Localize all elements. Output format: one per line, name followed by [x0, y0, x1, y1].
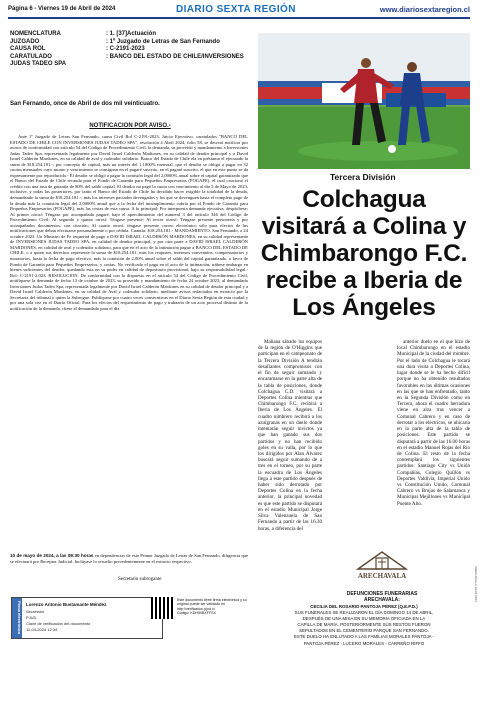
article-column-3	[397, 339, 470, 507]
hearing-text: en dependencias de este Primer Juzgado de Letras de San Fernando, diligencia que se efectuará por Receptor Judicial. Inclúyase lo resuelto precedentemente en el extracto respectivo.	[10, 553, 248, 564]
meta-row: CAUSA ROL : C-2191-2023	[10, 46, 145, 53]
article-text: anterior duelo en el que hizo de local Chimbarongo en el estadio Municipal de la ciudad del mimbre. Por el lado de Colchagua le tocará una dura visita a Deportes Colina, lugar donde se le ha hecho difícil porque no ha obtenido resultados favorables en las últimas ocasiones en las que se han enfrentado, tanto en la Segunda División como en Tercera, ahora el cuadro herradura viene en alza tras vencer a Comunal Cabrero y en caso de derrotar a los eléctricos, se ubicaría en la parte alta de la tabla de posiciones. Este partido se disputará a partir de las 16.00 horas en el estadio Manuel Rojas del Río de Colina. El resto de la fecha contemplará los siguientes partidos: Santiago City vs Unión Compañías, Colegio Quillón vs Deportes Valdivia, Imperial Unido vs Constitución Unido, Comunal Cabrero vs Brujas de Salamanca y Municipal Mejillones vs Municipal Puente Alto.	[397, 339, 470, 507]
signature-tag: Firma electrónica	[12, 598, 22, 638]
notice-hearing	[10, 553, 248, 564]
qr-code-icon	[151, 597, 173, 619]
page-label: Página 6 - Viernes 19 de Abril de 2024	[8, 6, 116, 12]
notice-title: NOTIFICACION POR AVISO.-	[89, 123, 171, 129]
signer-name: Lorenzo Antonio Bustamante Méndez	[26, 602, 107, 607]
qr-caption	[177, 598, 249, 615]
funeral-line: DESPUÉS DE UNA MISA EN SU MEMORIA OFICIADA EN LA	[302, 616, 426, 622]
electronic-signature-box	[11, 597, 163, 639]
verify-line: Clave de verificación del documento	[26, 621, 91, 626]
funeral-heading: DEFUNCIONES FUNERARIAS ARECHAVALA:	[346, 591, 418, 603]
funeral-line: PANTOJA PÉREZ - LUCERO MORALES - CARREÑO RIFFO	[303, 640, 425, 646]
notice-text: Ante 1º Juzgado de Letras San Fernando, causa Civil Rol C-2191-2023, Juicio Ejecutivo, caratulados "BANCO DEL ESTADO DE CHILE CON INVERSIONES JUDAS TADEO SPA", resolución 4 Abril 2024, folio 58, se decretó notificar por avisos de conformidad con artículo 54 del Código de Procedimiento Civil, la demanda, su proveído y mandamiento a Inversiones Judas Tadeo Spa, representada legalmente por David Israel Calderón Madiones, en su calidad de deudor principal y a David Israel Calderón Mardones, en su calidad de aval y codeudor solidario. Banco del Estado de Chile ela en préstamo el ejecutado la suma de $18.254.181.-, por concepto de capital, más un interés del 1,1000% mensual, que el deudor se obligó a pagar en 32 cuotas mensuales cuyo monto y vencimiento se consignan en el pagaré suscrito, en el pagaré suscrito, el que en este punto se da expresamente por reproducido.- El deudor se obligó a pagar la comisión legal del 2,0000% anual sobre el capital garantizado que el Banco del Estado de Chile recauda para el Fondo de Garantía para Pequeños Empresarios (FOGAPE), el cual caucionó el crédito con una tasa de garantía de 80% del saldo capital. El deudor no pagó la cuota con vencimiento al día 5 de Mayo de 2023, inclusive, y todas las posteriores, por tanto el Banco del Estado de Chile ha decidido hacer exigible la totalidad de la deuda, demandando la suma de $18.254.181.-, más los intereses pactados devengados y los que se devenguen hasta el completo pago de la deuda más la comisión legal del 2,0000% anual que a la fecha del incumplimiento cubría por el Fondo de Garantía para Pequeños Empresarios (FOGAPE), más las costas de esta causa. A lo principal: Por interpuesta demanda ejecutiva, despáchese; Al primer otrosí: Téngase por acompañado pagaré, bajo el apercibimiento del numeral 3 del artículo 346 del Código de Procedimiento Civil; Al segundo y quinto otrosí: Téngase presente; Al tercer otrosí: Téngase presente personería y por acompañados documentos, con citación; Al cuarto otrosí: téngase presente correo electrónico sólo para efectos de las notificaciones que deban efectuarse personalmente o por cédula. Cuantía: $18.254.181.- MANDAMIENTO. San Fernando, a 24 octubre 2023. Un Ministro de Fe requerirá de pago a DAVID ISRAEL CALDERÓN MARDONES, en su calidad representante de INVERSIONES JUDAS TADEO SPA, en calidad de deudor principal, y por otra parte a DAVID ISRAEL CALDERÓN MARDONES, en calidad de aval y codeudor solidario, para que en el acto de la intimación pague a BANCO DEL ESTADO DE CHILE, o a quien sus derechos represente la suma de $18.254.181, más los reajustes, intereses convenidos, compensatorios y moratorios, hasta la fecha de pago efectivo, más la comisión de 2,00% anual sobre el saldo del capital garantizado, a favor de Fondo de Garantía para Pequeños Empresarios, y costas. No verificado el pago en el acto de la intimación, trábese embargo en bienes suficientes del deudor, quedando esta en su poder en calidad de depositario provisional, bajo su responsabilidad legal.- Rol: C-2191-2.023. RESOLUCION. De conformidad con lo dispuesto en el artículo 54 del Código de Procedimiento Civil, notifíquese la demanda de fecha 13 de octubre de 2023, su proveído y mandamiento de fecha 24 octubre 2023, al demandado Inversiones Judas Tadeo Spa, representada legalmente por David Israel Calderón Mardones en su calidad de deudor principal y a David Israel Calderón Mardones, en su calidad de Aval y codeudor solidario, mediante avisos redactados en extracto por la Secretaria del tribunal o quien la Subrogue. Publíquese por cuatro veces consecutivas en el Diario Sexta Región de esta ciudad y por una sola vez en el Diario Oficial. Para los efectos del requerimiento de pago y trabazón de un acto procesal distinto de la notificación de la demanda, cítese al demandado para el día	[10, 134, 248, 311]
funeral-line: SUS FUNERALES SE REALIZARON EL DÍA DOMINGO 14 DE ABRIL,	[294, 610, 434, 616]
funeral-notice	[258, 604, 470, 647]
article-column-1	[258, 339, 322, 532]
qr-text: Este documento tiene firma electrónica y su original puede ser validado en http://verificadoc.pjud.cl	[177, 598, 247, 611]
deceased-name: CECILIA DEL ROSARIO PANTOJA PÉREZ (Q.E.P.D.)	[310, 604, 418, 609]
article-headline: Colchagua visitará a Colina y Chimbarongo F.C. recibe a Iberia de Los Ángeles	[260, 186, 468, 321]
soccer-photo-illustration	[258, 33, 470, 169]
secretary-signature: Secretario subrogante	[118, 577, 162, 582]
funeral-line: CAPILLA DE MARÍA, POSTERIORMENTE SUS RESTOS FUERON	[297, 622, 431, 628]
qr-code-label: Código: KDH50BXFFSX	[177, 610, 216, 615]
meta-row: JUZGADO : 1º Juzgado de Letras de San Fernando	[10, 38, 220, 45]
signer-court: PJUD	[26, 615, 37, 620]
hearing-date: 10 de mayo de 2024, a las 09:30 horas	[10, 553, 94, 558]
article-text: Mañana sábado los equipos de la región de O'Higgins que participan en el campeonato de la Tercera División A tendrán desafiantes compromisos con el fin de seguir sumando y encaramarse en la parte alta de la tabla de posiciones, donde Colchagua C.D. visitará a Deportes Colina mientras que Chimbarongo F.C. recibirá a Iberia de Los Ángeles. El cuadro nimbrero recibirá a los azulgranas en un duelo donde intentarán seguir invictos ya que han ganado sus dos partidos y no han recibido goles en su valla, por lo que los dirigidos por Alan Álvarez buscará seguir sumando de a tres en el torneo, por su parte la escuadra de Los Ángeles llega a este partido después de haber sido derrotado por Deportes Colina en la fecha anterior, la principal novedad es que este partido se disputará en el estadio Municipal Jorge Silva Valenzuela de San Fernando a partir de las 16.30 horas, a diferencia del	[258, 339, 322, 532]
meta-row: JUDAS TADEO SPA	[10, 61, 67, 68]
arechavala-logo-icon	[354, 549, 410, 571]
funeral-line: ESTE DUELO HA ENLUTADO A LAS FAMILIAS MORALES PANTOJA -	[293, 634, 435, 640]
meta-row: CARATULADO : BANCO DEL ESTADO DE CHILE/INVERSIONES	[10, 53, 244, 60]
masthead: DIARIO SEXTA REGIÓN	[176, 4, 296, 15]
signer-role: Secretario	[26, 609, 45, 614]
article-kicker: Tercera División	[330, 172, 396, 182]
funeral-brand: ARECHAVALA	[357, 572, 407, 580]
signature-timestamp: 11-04-2024 12:34	[26, 627, 58, 632]
funeral-line: SEPULTADOS EN EL CEMENTERIO PARQUE SAN FERNANDO.	[299, 628, 429, 634]
meta-row: NOMENCLATURA : 1. [37]Actuación	[10, 31, 157, 37]
header-rule	[8, 17, 470, 19]
notice-body	[10, 134, 248, 542]
match-photo	[258, 33, 470, 169]
notice-dateline: San Fernando, once de Abril de dos mil veinticuatro.	[10, 101, 160, 107]
website-link[interactable]: www.diariosextaregion.cl	[379, 5, 470, 14]
ad-code: ARECHAVALA 19-04-2024	[474, 566, 478, 602]
page-header	[0, 0, 480, 20]
legal-meta	[10, 31, 250, 69]
